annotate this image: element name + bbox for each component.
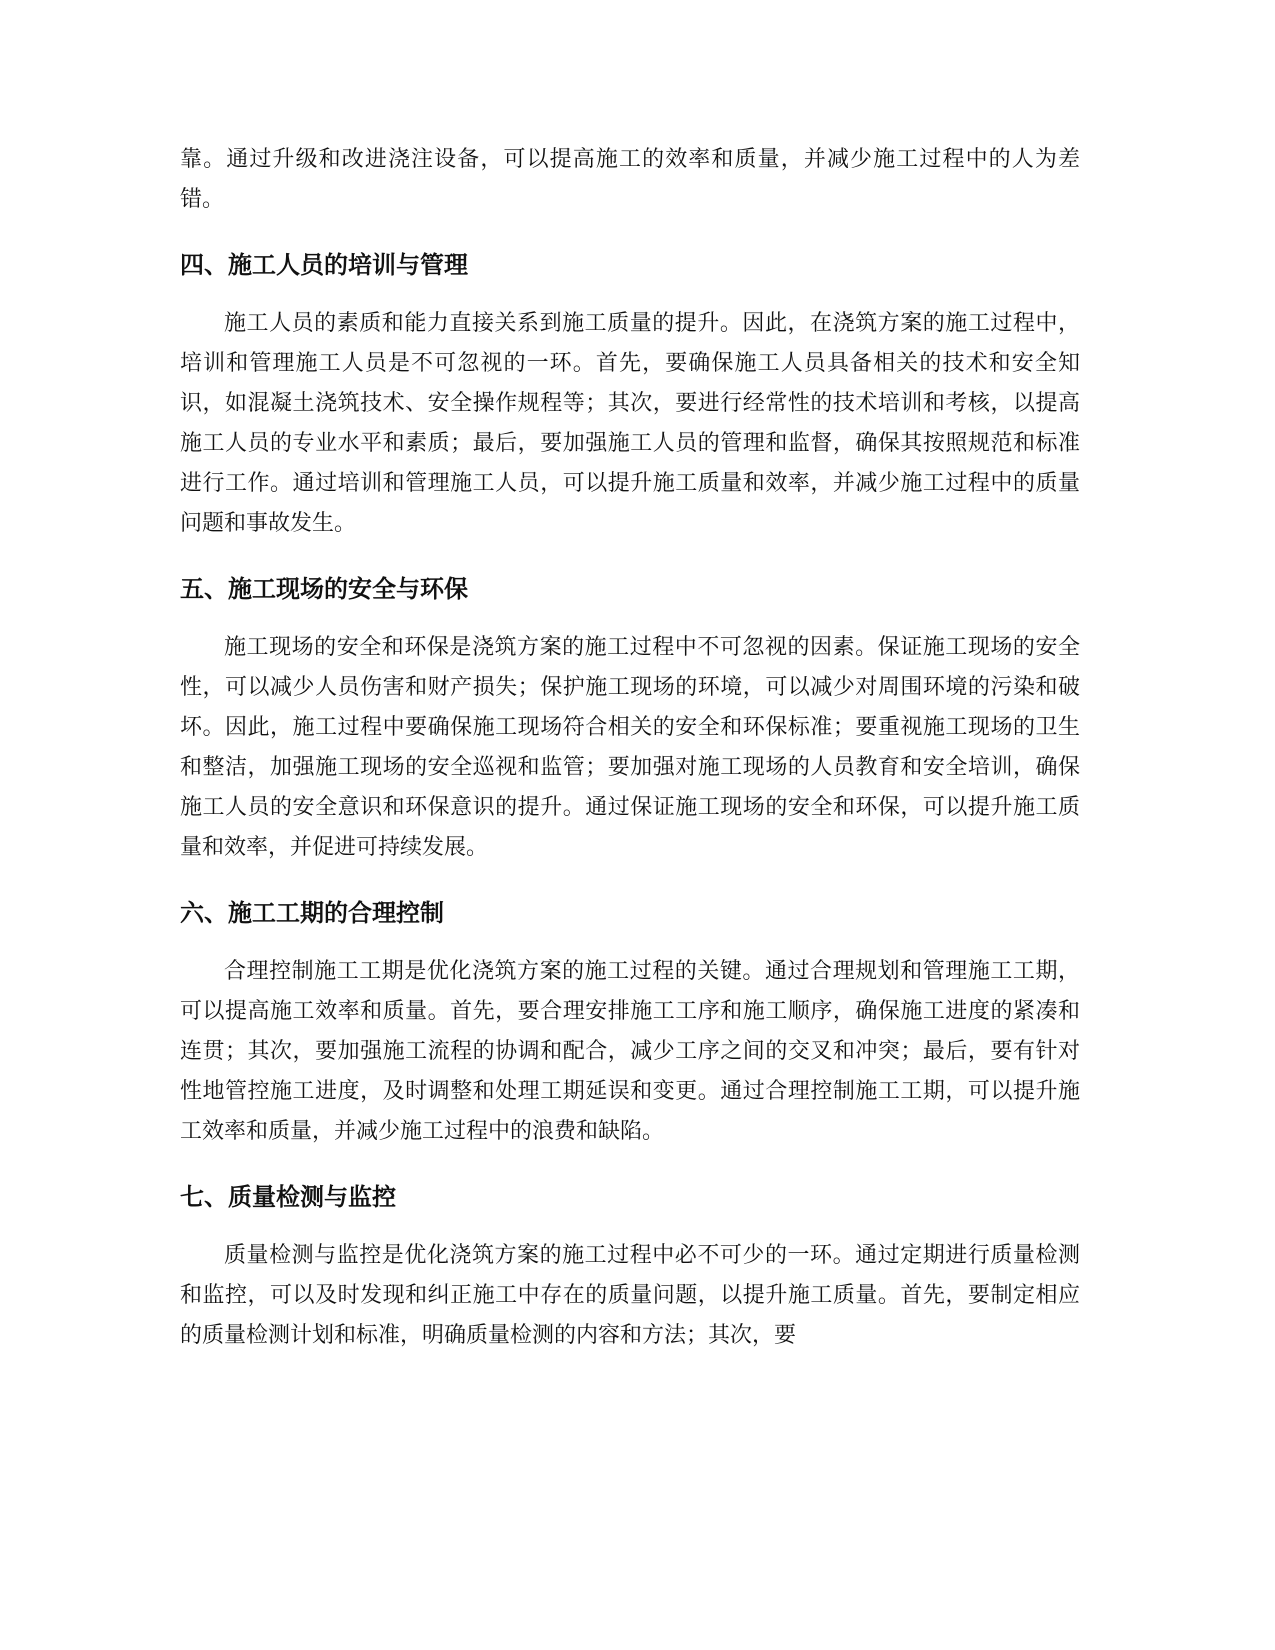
intro-paragraph: 靠。通过升级和改进浇注设备，可以提高施工的效率和质量，并减少施工过程中的人为差错。 xyxy=(180,147,1080,212)
section-body-schedule: 合理控制施工工期是优化浇筑方案的施工过程的关键。通过合理规划和管理施工工期，可以提高施工效率和质量。首先，要合理安排施工工序和施工顺序，确保施工进度的紧凑和连贯；其次，要加强施工流程的协调和配合，减少工序之间的交叉和冲突；最后，要有针对性地管控施工进度，及时调整和处理工期延误和变更。通过合理控制施工工期，可以提升施工效率和质量，并减少施工过程中的浪费和缺陷。 xyxy=(180,959,1080,1144)
section-body-quality: 质量检测与监控是优化浇筑方案的施工过程中必不可少的一环。通过定期进行质量检测和监控，可以及时发现和纠正施工中存在的质量问题，以提升施工质量。首先，要制定相应的质量检测计划和标准，明确质量检测的内容和方法；其次，要 xyxy=(180,1243,1080,1348)
document-page xyxy=(180,140,1080,1356)
section-body-training: 施工人员的素质和能力直接关系到施工质量的提升。因此，在浇筑方案的施工过程中，培训和管理施工人员是不可忽视的一环。首先，要确保施工人员具备相关的技术和安全知识，如混凝土浇筑技术、安全操作规程等；其次，要进行经常性的技术培训和考核，以提高施工人员的专业水平和素质；最后，要加强施工人员的管理和监督，确保其按照规范和标准进行工作。通过培训和管理施工人员，可以提升施工质量和效率，并减少施工过程中的质量问题和事故发生。 xyxy=(180,311,1080,536)
section-heading-safety: 五、施工现场的安全与环保 xyxy=(180,575,468,603)
section-heading-quality: 七、质量检测与监控 xyxy=(180,1183,396,1211)
section-heading-schedule: 六、施工工期的合理控制 xyxy=(180,899,444,927)
section-heading-training: 四、施工人员的培训与管理 xyxy=(180,251,468,279)
section-body-safety: 施工现场的安全和环保是浇筑方案的施工过程中不可忽视的因素。保证施工现场的安全性，可以减少人员伤害和财产损失；保护施工现场的环境，可以减少对周围环境的污染和破坏。因此，施工过程中要确保施工现场符合相关的安全和环保标准；要重视施工现场的卫生和整洁，加强施工现场的安全巡视和监管；要加强对施工现场的人员教育和安全培训，确保施工人员的安全意识和环保意识的提升。通过保证施工现场的安全和环保，可以提升施工质量和效率，并促进可持续发展。 xyxy=(180,635,1080,860)
